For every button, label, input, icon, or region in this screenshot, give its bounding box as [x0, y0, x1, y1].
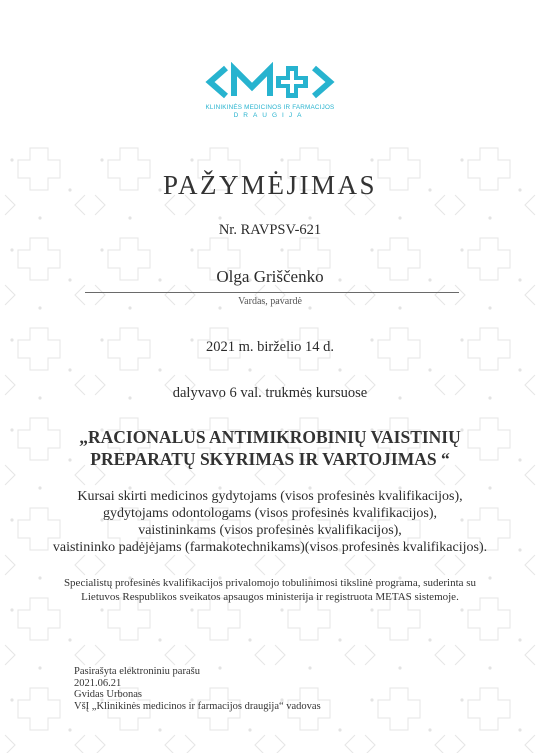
course-title [0, 426, 540, 470]
course-title-line: „RACIONALUS ANTIMIKROBINIŲ VAISTINIŲ [79, 427, 461, 447]
kmf-logo-icon [202, 62, 338, 102]
participation-text: dalyvavo 6 val. trukmės kursuose [172, 385, 368, 401]
program-note [0, 576, 540, 604]
audience-line: vaistininkams (visos profesinės kvalifikacijos), [138, 523, 402, 538]
certificate-title: PAŽYMĖJIMAS [162, 170, 378, 200]
certificate-number: Nr. RAVPSV-621 [218, 222, 322, 238]
name-underline [85, 292, 459, 293]
target-audience [0, 488, 540, 556]
signed-date: 2021.06.21 [74, 677, 122, 689]
signer-name: Gvidas Urbonas [74, 689, 142, 700]
program-line: Lietuvos Respublikos sveikatos apsaugos ministerija ir registruota METAS sistemoje. [81, 591, 459, 603]
signed-note: Pasirašyta elektroniniu parašu [74, 666, 200, 677]
certificate-date: 2021 m. birželio 14 d. [205, 339, 335, 355]
name-caption: Vardas, pavardė [238, 296, 302, 307]
program-line: Specialistų profesinės kvalifikacijos privalomojo tobulinimosi tikslinė programa, suderinta su [63, 577, 477, 589]
organization-name: KLINIKINĖS MEDICINOS IR FARMACIJOS [205, 104, 335, 111]
organization-name-subtitle: DRAUGIJA [233, 112, 307, 119]
audience-line: vaistininko padėjėjams (farmakotechnikams)(visos profesinės kvalifikacijos). [52, 540, 488, 555]
audience-line: Kursai skirti medicinos gydytojams (visos profesinės kvalifikacijos), [77, 489, 463, 504]
signer-title: VšĮ „Klinikinės medicinos ir farmacijos draugija“ vadovas [74, 700, 321, 712]
organization-logo [0, 62, 540, 119]
course-title-line: PREPARATŲ SKYRIMAS IR VARTOJIMAS “ [90, 449, 450, 469]
recipient-name: Olga Griščenko [216, 267, 324, 286]
audience-line: gydytojams odontologams (visos profesinės kvalifikacijos), [102, 506, 437, 521]
signature-block [74, 666, 321, 712]
